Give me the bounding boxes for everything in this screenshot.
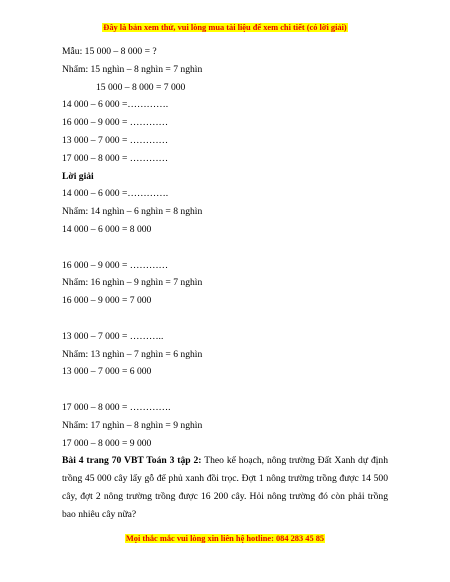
spacer [62, 310, 388, 328]
solution-question: 13 000 – 7 000 = ……….. [62, 330, 164, 342]
spacer [62, 239, 388, 257]
example-question: Mẫu: 15 000 – 8 000 = ? [62, 46, 157, 57]
solution-mental: Nhẩm: 14 nghìn – 6 nghìn = 8 nghìn [62, 206, 203, 218]
solution-block [62, 328, 388, 381]
document-body [62, 43, 388, 524]
preview-notice-text: Đây là bản xem thử, vui lòng mua tài liệu để xem chi tiết (có lời giải) [103, 23, 347, 32]
exercise-line: 17 000 – 8 000 = ………… [62, 152, 169, 164]
hotline-footer [0, 534, 450, 543]
solution-block [62, 257, 388, 310]
solution-block [62, 185, 388, 238]
solution-mental: Nhẩm: 17 nghìn – 8 nghìn = 9 nghìn [62, 419, 203, 431]
example-answer: 15 000 – 8 000 = 7 000 [96, 81, 186, 93]
solution-mental: Nhẩm: 16 nghìn – 9 nghìn = 7 nghìn [62, 277, 203, 289]
example-mental: Nhẩm: 15 nghìn – 8 nghìn = 7 nghìn [62, 63, 203, 75]
solution-question: 14 000 – 6 000 =…………. [62, 188, 169, 200]
solution-answer: 13 000 – 7 000 = 6 000 [62, 366, 152, 378]
solution-answer: 17 000 – 8 000 = 9 000 [62, 437, 152, 449]
exercise-line: 13 000 – 7 000 = ………… [62, 134, 169, 146]
solution-mental: Nhẩm: 13 nghìn – 7 nghìn = 6 nghìn [62, 348, 203, 360]
preview-notice-banner [0, 23, 450, 32]
spacer [62, 381, 388, 399]
problem-paragraph [62, 452, 388, 523]
hotline-text: Mọi thắc mắc vui lòng xin liên hệ hotline: 084 283 45 85 [125, 534, 325, 543]
exercise-line: 16 000 – 9 000 = ………… [62, 117, 169, 129]
solution-question: 17 000 – 8 000 = …………. [62, 401, 171, 413]
problem-text: Theo kế hoạch, nông trường Đất Xanh dự định trồng 45 000 cây lấy gỗ để phủ xanh đồi trọc. Đợt 1 nông trường trồng được 14 500 cây, đợt 2 nông trường trồng được 16 200 cây. Hỏi nông trường đó còn phải trồng bao nhiêu cây nữa? [62, 455, 389, 520]
solution-answer: 14 000 – 6 000 = 8 000 [62, 223, 152, 235]
solution-block [62, 399, 388, 452]
solution-question: 16 000 – 9 000 = ………… [62, 259, 169, 271]
exercise-line: 14 000 – 6 000 =…………. [62, 99, 169, 111]
problem-title: Bài 4 trang 70 VBT Toán 3 tập 2: [62, 455, 202, 467]
solution-answer: 16 000 – 9 000 = 7 000 [62, 295, 152, 307]
solution-heading: Lời giải [62, 170, 94, 182]
